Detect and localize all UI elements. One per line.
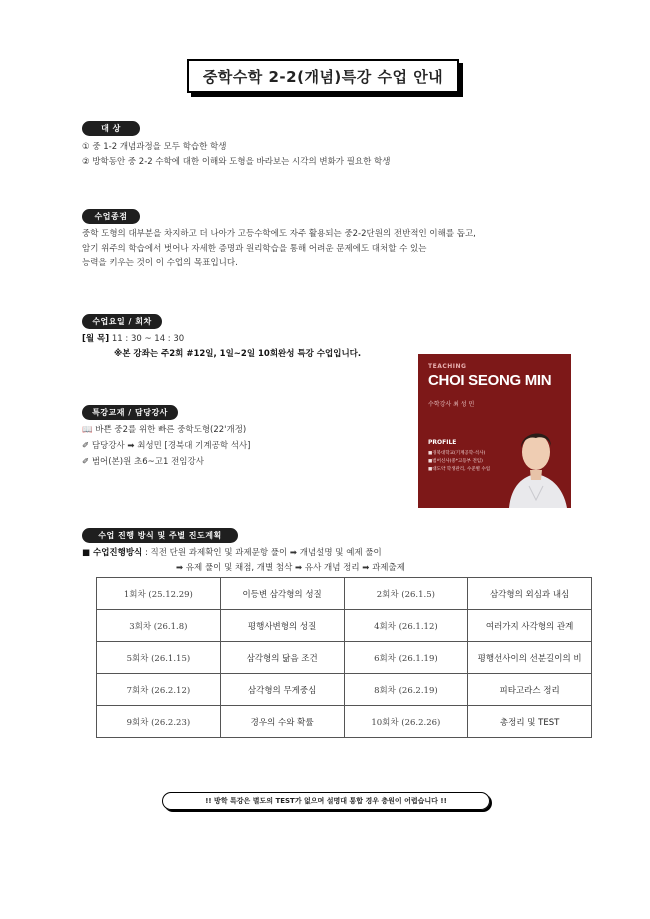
- materials-item-2: ✐ 담당강사 ➡ 최성민 [경북대 기계공학 석사]: [82, 441, 251, 451]
- table-row: [97, 642, 592, 674]
- goal-line-3: 능력을 키우는 것이 이 수업의 목표입니다.: [82, 258, 238, 268]
- method-text-1: : 직전 단원 과제확인 및 과제문항 풀이 ➡ 개념설명 및 예제 풀이: [144, 548, 382, 558]
- session-date: 10회차 (26.2.26): [344, 706, 468, 738]
- session-date: 8회차 (26.2.19): [344, 674, 468, 706]
- session-topic: 경우의 수와 확률: [220, 706, 344, 738]
- teacher-photo-card: [418, 354, 571, 508]
- session-date: 2회차 (26.1.5): [344, 578, 468, 610]
- session-date: 5회차 (26.1.15): [97, 642, 221, 674]
- method-line-2: ➡ 유제 풀이 및 채점, 개별 첨삭 ➡ 유사 개념 정리 ➡ 과제출제: [176, 563, 405, 573]
- schedule-day: [월 목]: [82, 334, 110, 344]
- profile-item-1: ■경북대학교(기계공학-석사): [428, 451, 486, 456]
- teacher-name: CHOI SEONG MIN: [428, 372, 552, 389]
- session-date: 6회차 (26.1.19): [344, 642, 468, 674]
- session-topic: 여러가지 사각형의 관계: [468, 610, 592, 642]
- session-topic: 평행사변형의 성질: [220, 610, 344, 642]
- profile-item-3: ■대도약 학생관리, 수준별 수업: [428, 467, 491, 472]
- teacher-role: 수학강사 최 성 민: [428, 401, 475, 408]
- method-line-1: [82, 546, 382, 558]
- schedule-day-time: [82, 332, 184, 344]
- target-label: 대 상: [82, 121, 140, 136]
- profile-item-2: ■범어신사(중*고등부 전임): [428, 459, 483, 464]
- teacher-portrait-image: [501, 408, 571, 508]
- profile-label: PROFILE: [428, 439, 457, 446]
- session-topic: 피타고라스 정리: [468, 674, 592, 706]
- goal-line-1: 중학 도형의 대부분을 차지하고 더 나아가 고등수학에도 자주 활용되는 중2-2단원의 전반적인 이해를 돕고,: [82, 229, 476, 239]
- session-topic: 삼각형의 닮음 조건: [220, 642, 344, 674]
- method-label: ■ 수업진행방식: [82, 548, 143, 558]
- session-topic: 평행선사이의 선분길이의 비: [468, 642, 592, 674]
- schedule-label: 수업요일 / 회차: [82, 314, 162, 329]
- goal-label: 수업종점: [82, 209, 140, 224]
- table-row: [97, 674, 592, 706]
- materials-label: 특강교재 / 담당강사: [82, 405, 178, 420]
- materials-item-1: 📖 바쁜 중2를 위한 빠른 중학도형(22'개정): [82, 425, 247, 435]
- page-title: 중학수학 2-2(개념)특강 수업 안내: [187, 59, 459, 93]
- target-item-2: ② 방학동안 중 2-2 수학에 대한 이해와 도형을 바라보는 시각의 변화가 필요한 학생: [82, 157, 391, 167]
- teaching-label: TEACHING: [428, 363, 467, 370]
- footer-notice: !! 방학 특강은 별도의 TEST가 없으며 설명대 통합 경우 충원이 어렵습니다 !!: [162, 792, 490, 810]
- target-item-1: ① 중 1-2 개념과정을 모두 학습한 학생: [82, 142, 227, 152]
- session-date: 3회차 (26.1.8): [97, 610, 221, 642]
- table-row: [97, 706, 592, 738]
- table-row: [97, 610, 592, 642]
- table-row: [97, 578, 592, 610]
- session-date: 7회차 (26.2.12): [97, 674, 221, 706]
- session-topic: 삼각형의 무게중심: [220, 674, 344, 706]
- schedule-note: ※본 강좌는 주2회 #12일, 1일~2일 10회완성 특강 수업입니다.: [114, 349, 362, 359]
- schedule-time: 11 : 30 ~ 14 : 30: [111, 334, 185, 344]
- session-topic: 이등변 삼각형의 성질: [220, 578, 344, 610]
- progress-label: 수업 진행 방식 및 주별 진도계획: [82, 528, 238, 543]
- session-topic: 삼각형의 외심과 내심: [468, 578, 592, 610]
- session-date: 1회차 (25.12.29): [97, 578, 221, 610]
- schedule-table: [96, 577, 592, 738]
- goal-line-2: 암기 위주의 학습에서 벗어나 자세한 증명과 원리학습을 통해 어려운 문제에도 대처할 수 있는: [82, 244, 427, 254]
- session-date: 9회차 (26.2.23): [97, 706, 221, 738]
- session-topic: 총정리 및 TEST: [468, 706, 592, 738]
- materials-item-3: ✐ 범어(본)원 초6~고1 전임강사: [82, 457, 204, 467]
- session-date: 4회차 (26.1.12): [344, 610, 468, 642]
